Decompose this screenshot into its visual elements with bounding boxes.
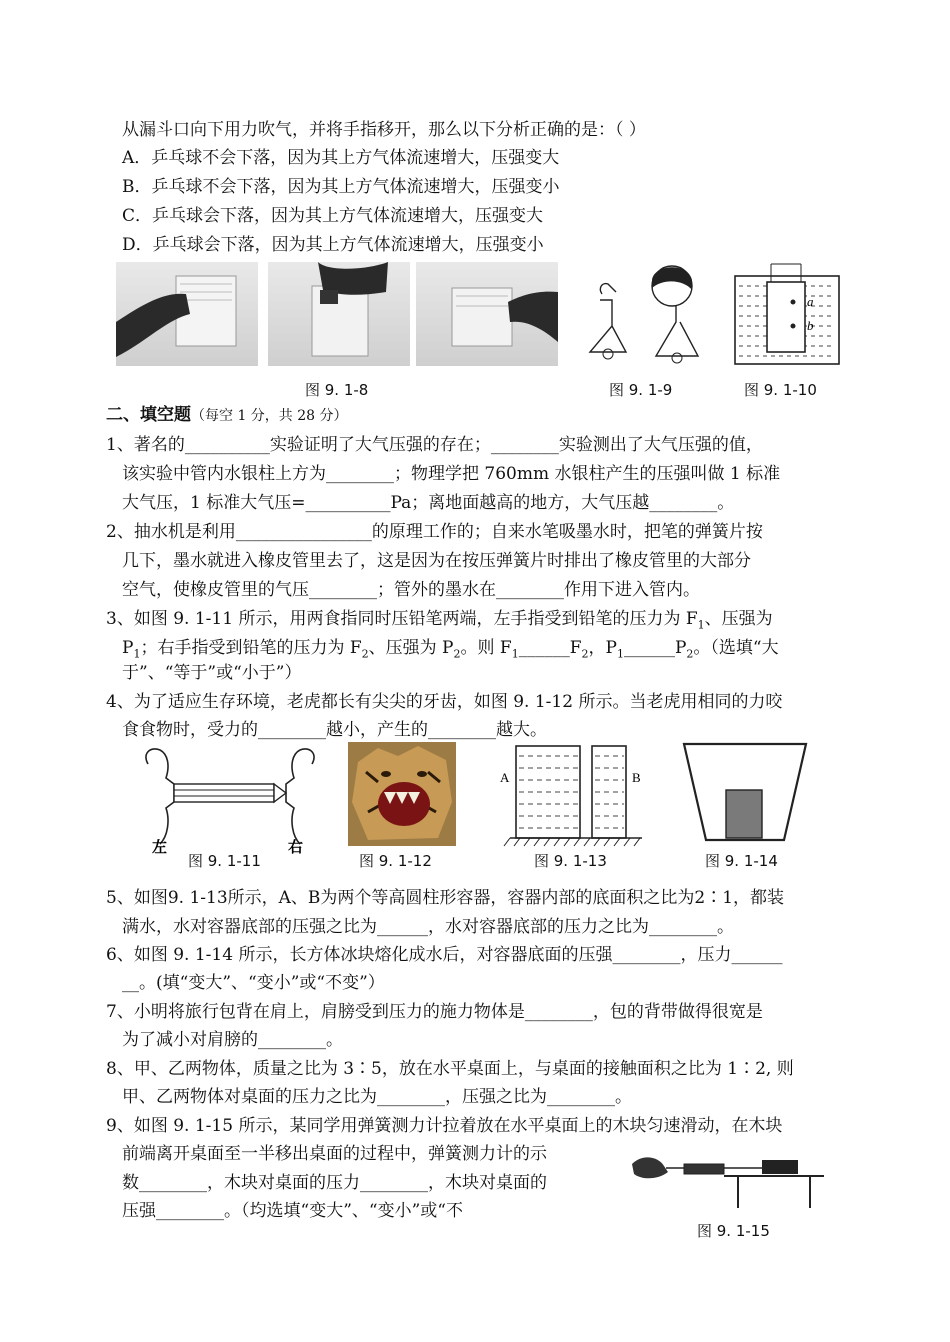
q2-line-3: 空气，使橡皮管里的气压________；管外的墨水在________作用下进入管内。: [122, 580, 700, 600]
diagram-ice-in-container: [680, 740, 810, 850]
label-A: A: [500, 770, 510, 785]
q6-line-1: 6、如图 9. 1-14 所示，长方体冰块熔化成水后，对容器底面的压强________，压力______: [106, 945, 783, 965]
caption-fig-9-1-14: 图 9. 1-14: [705, 852, 778, 870]
caption-fig-9-1-11: 图 9. 1-11: [188, 852, 261, 870]
q9-line-2: 前端离开桌面至一半移出桌面的过程中，弹簧测力计的示: [122, 1144, 547, 1164]
q4-line-1: 4、为了适应生存环境，老虎都长有尖尖的牙齿，如图 9. 1-12 所示。当老虎用相同的力咬: [106, 692, 783, 712]
diagram-two-cylinders: [496, 742, 652, 850]
photo-funnel-hand-2: [268, 262, 410, 366]
option-a: A．乒乓球不会下落，因为其上方气体流速增大，压强变大: [122, 148, 560, 168]
label-left: 左: [152, 838, 168, 854]
caption-fig-9-1-10: 图 9. 1-10: [744, 381, 817, 399]
photo-funnel-hand-3: [416, 262, 558, 366]
option-d: D．乒乓球会下落，因为其上方气体流速增大，压强变小: [122, 235, 544, 255]
q3-line-2: $P_1$；右手指受到铅笔的压力为 $F_2$、压强为 $P_2$。则 $F_1\_\_\_\_\_\_F_2$，$P_1\_\_\_\_\_\_P_2$。（选填“大: [122, 638, 779, 661]
photo-tiger: [348, 742, 456, 846]
q1-line-2: 该实验中管内水银柱上方为________；物理学把 760mm 水银柱产生的压强叫做 1 标准: [122, 464, 781, 484]
q1-line-3: 大气压，1 标准大气压=__________Pa；离地面越高的地方，大气压越________。: [122, 493, 735, 513]
diagram-spring-scale-block: [628, 1150, 828, 1210]
caption-fig-9-1-12: 图 9. 1-12: [359, 852, 432, 870]
q6-line-2: __。(填“变大”、“变小”或“不变”）: [122, 973, 385, 993]
diagram-pencil-fingers: [140, 744, 320, 854]
q8-line-2: 甲、乙两物体对桌面的压力之比为________，压强之比为________。: [122, 1087, 632, 1107]
q1-line-1: 1、著名的__________实验证明了大气压强的存在；________实验测出了大气压强的值，: [106, 435, 763, 455]
section-note: （每空 1 分，共 28 分）: [191, 408, 348, 424]
q7-line-1: 7、小明将旅行包背在肩上，肩膀受到压力的施力物体是________，包的背带做得很宽是: [106, 1002, 763, 1022]
option-c: C．乒乓球会下落，因为其上方气体流速增大，压强变大: [122, 206, 544, 226]
q3-line-1: 3、如图 9. 1-11 所示，用两食指同时压铅笔两端，左手指受到铅笔的压力为 $F_1$、压强为: [106, 609, 773, 632]
q8-line-1: 8、甲、乙两物体，质量之比为 3∶5，放在水平桌面上，与桌面的接触面积之比为 1∶2, 则: [106, 1059, 794, 1079]
caption-fig-9-1-13: 图 9. 1-13: [534, 852, 607, 870]
caption-fig-9-1-15: 图 9. 1-15: [697, 1222, 770, 1240]
q7-line-2: 为了减小对肩膀的________。: [122, 1030, 343, 1050]
caption-fig-9-1-8: 图 9. 1-8: [305, 381, 369, 399]
caption-fig-9-1-9: 图 9. 1-9: [609, 381, 673, 399]
photo-funnel-hand-1: [116, 262, 258, 366]
q9-line-1: 9、如图 9. 1-15 所示，某同学用弹簧测力计拉着放在水平桌面上的木块匀速滑动，在木块: [106, 1116, 783, 1136]
q4-line-2: 食食物时，受力的________越小，产生的________越大。: [122, 720, 547, 740]
label-right: 右: [288, 838, 304, 854]
q9-line-3: 数________，木块对桌面的压力________，木块对桌面的: [122, 1173, 547, 1193]
section-heading: [106, 404, 348, 427]
section-title: 二、填空题: [106, 405, 191, 425]
label-a: a: [807, 294, 814, 309]
q3-line-3: 于”、“等于”或“小于”）: [122, 663, 302, 683]
question-intro: 从漏斗口向下用力吹气，并将手指移开，那么以下分析正确的是：（ ）: [122, 120, 646, 140]
q5-line-2: 满水，水对容器底部的压强之比为______，水对容器底部的压力之比为________。: [122, 917, 734, 937]
label-B: B: [632, 770, 641, 785]
q9-line-4: 压强________。（均选填“变大”、“变小”或“不: [122, 1201, 463, 1221]
q5-line-1: 5、如图9. 1-13所示，A、B为两个等高圆柱形容器，容器内部的底面积之比为2∶1，都装: [106, 888, 785, 908]
label-b: b: [807, 318, 814, 333]
q2-line-2: 几下，墨水就进入橡皮管里去了，这是因为在按压弹簧片时排出了橡皮管里的大部分: [122, 551, 751, 571]
option-b: B．乒乓球不会下落，因为其上方气体流速增大，压强变小: [122, 177, 560, 197]
q2-line-1: 2、抽水机是利用________________的原理工作的；自来水笔吸墨水时，把笔的弹簧片按: [106, 522, 763, 542]
diagram-container-in-water: [733, 260, 843, 368]
diagram-blowing-funnel: [580, 260, 715, 365]
